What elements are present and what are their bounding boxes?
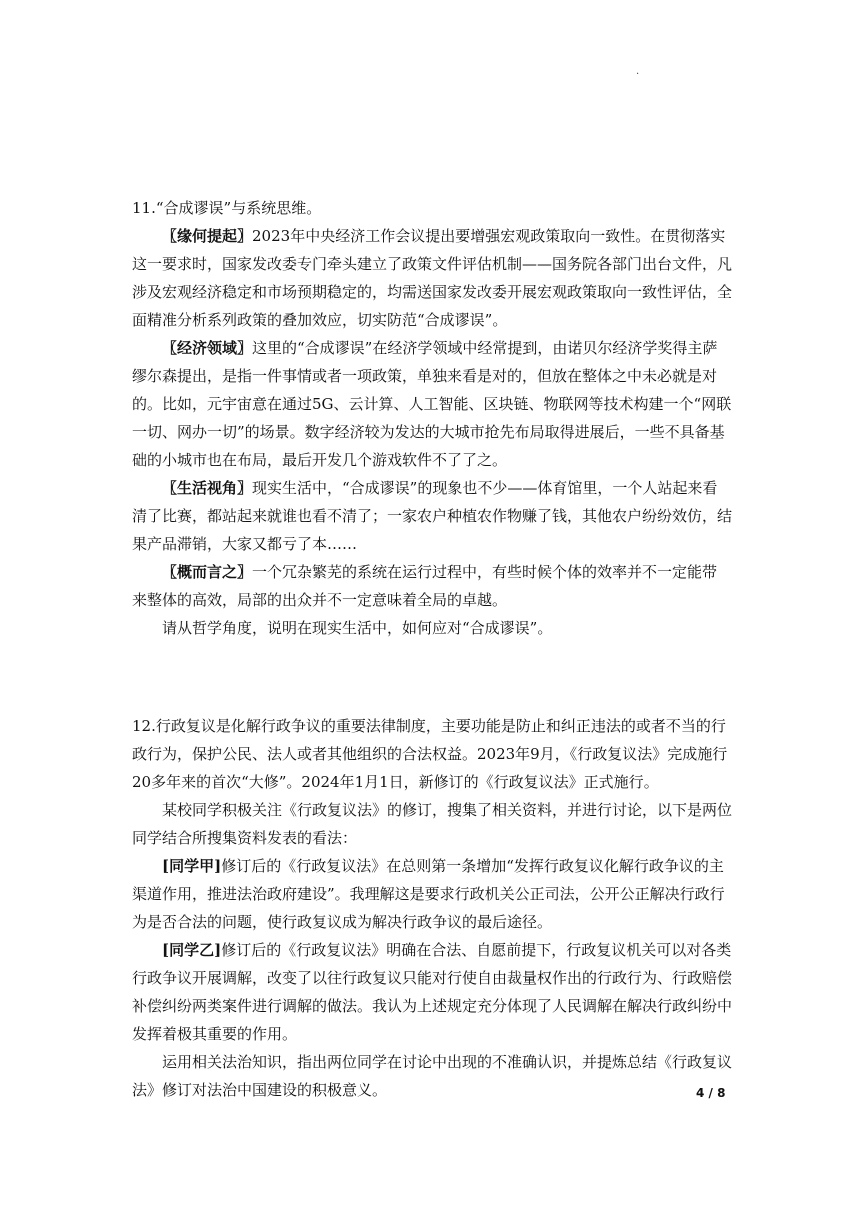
q11-section-summary: 〖概而言之〗一个冗杂繁芜的系统在运行过程中，有些时候个体的效率并不一定能带来整体的高效，局部的出众并不一定意味着全局的卓越。 (132, 563, 718, 609)
q12-intro: 12.行政复议是化解行政争议的重要法律制度，主要功能是防止和纠正违法的或者不当的行政行为，保护公民、法人或者其他组织的合法权益。2023年9月，《行政复议法》完成施行20多年来的首次“大修”。2024年1月1日，新修订的《行政复议法》正式施行。 (132, 717, 728, 791)
q12-view-a: [同学甲]修订后的《行政复议法》在总则第一条增加“发挥行政复议化解行政争议的主渠道作用，推进法治政府建设”。我理解这是要求行政机关公正司法，公开公正解决行政行为是否合法的问题，使行政复议成为解决行政争议的最后途径。 (132, 857, 725, 931)
q11-question: 请从哲学角度，说明在现实生活中，如何应对“合成谬误”。 (162, 619, 553, 637)
q12-question: 运用相关法治知识，指出两位同学在讨论中出现的不准确认识，并提炼总结《行政复议法》修订对法治中国建设的积极意义。 (132, 1053, 733, 1099)
q11-section-economy: 〖经济领域〗这里的“合成谬误”在经济学领域中经常提到，由诺贝尔经济学奖得主萨缪尔森提出，是指一件事情或者一项政策，单独来看是对的，但放在整体之中未必就是对的。比如，元宇宙意在通过5G、云计算、人工智能、区块链、物联网等技术构建一个“网联一切、网办一切”的场景。数字经济较为发达的大城市抢先布局取得进展后，一些不具备基础的小城市也在布局，最后开发几个游戏软件不了了之。 (132, 339, 732, 469)
question-12 (132, 712, 732, 1104)
q12-context: 某校同学积极关注《行政复议法》的修订，搜集了相关资料，并进行讨论，以下是两位同学结合所搜集资料发表的看法： (132, 801, 733, 847)
page-number: 4 / 8 (696, 1086, 726, 1100)
q11-title: 11.“合成谬误”与系统思维。 (132, 199, 322, 217)
q11-section-life: 〖生活视角〗现实生活中，“合成谬误”的现象也不少——体育馆里，一个人站起来看清了比赛，都站起来就谁也看不清了；一家农户种植农作物赚了钱，其他农户纷纷效仿，结果产品滞销，大家又都亏了本…… (132, 479, 733, 553)
q11-section-origin: 〖缘何提起〗2023年中央经济工作会议提出要增强宏观政策取向一致性。在贯彻落实这一要求时，国家发改委专门牵头建立了政策文件评估机制——国务院各部门出台文件，凡涉及宏观经济稳定和市场预期稳定的，均需送国家发改委开展宏观政策取向一致性评估，全面精准分析系列政策的叠加效应，切实防范“合成谬误”。 (132, 227, 733, 329)
header-mark: . (636, 66, 640, 77)
q12-view-b: [同学乙]修订后的《行政复议法》明确在合法、自愿前提下，行政复议机关可以对各类行政争议开展调解，改变了以往行政复议只能对行使自由裁量权作出的行政行为、行政赔偿补偿纠纷两类案件进行调解的做法。我认为上述规定充分体现了人民调解在解决行政纠纷中发挥着极其重要的作用。 (132, 941, 733, 1043)
question-11 (132, 194, 732, 642)
